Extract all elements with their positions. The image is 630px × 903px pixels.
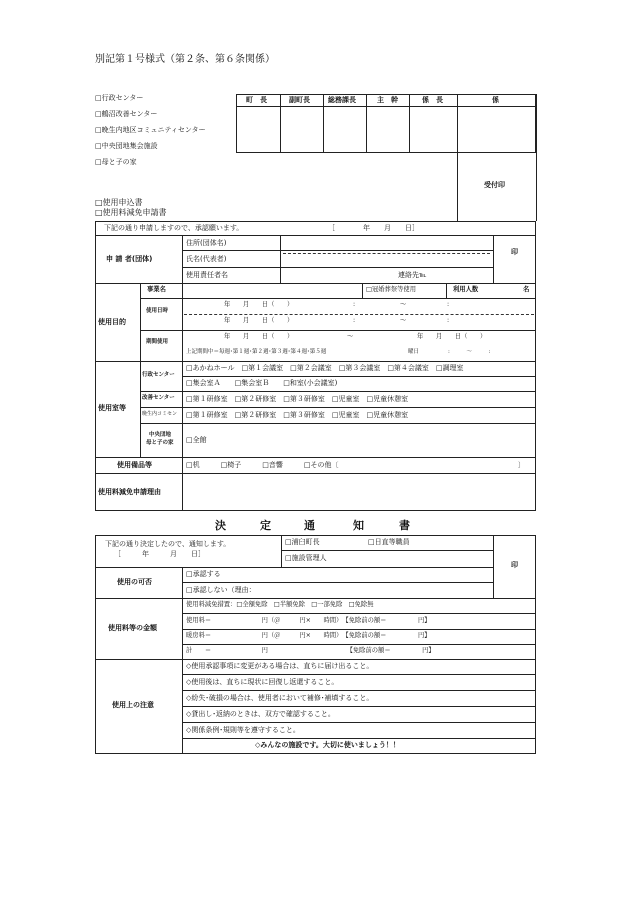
fee-exemption-measure[interactable]: 使用料減免措置：□全額免除 □半額免除 □一部免除 □免除無 [186, 601, 374, 608]
applicant-label: 申 請 者(団体) [106, 255, 153, 263]
usage-note: ◇貸出し･返納のときは、双方で確認すること。 [186, 710, 335, 718]
doc-type-exemption[interactable]: □使用料減免申請書 [95, 208, 167, 217]
gyosei-rooms-row-1[interactable]: □あかねホール □第１会議室 □第２会議室 □第３会議室 □第４会議室 □調理室 [186, 364, 464, 372]
approval-col-section-head: 係 長 [422, 96, 443, 104]
facility-option[interactable]: □鶴沼改善センター [95, 110, 158, 118]
approval-decision-label: 使用の可否 [117, 578, 152, 586]
rooms-label: 使用室等 [98, 404, 126, 412]
purpose-label: 使用目的 [98, 318, 126, 326]
period-start[interactable]: 年 月 日（ ） [224, 333, 294, 340]
equipment-options[interactable]: □机 □椅子 □音響 □その他〔 [186, 461, 339, 469]
received-stamp-label: 受付印 [484, 181, 505, 189]
decision-title-2: 定 [260, 519, 271, 532]
approval-col-mayor: 町 長 [246, 96, 267, 104]
period-end[interactable]: 年 月 日（ ） [417, 333, 487, 340]
period-time[interactable]: : 〜 : [448, 349, 491, 355]
kaizen-rooms-row[interactable]: □第１研修室 □第２研修室 □第３研修室 □児童室 □児童休憩室 [186, 395, 409, 403]
decision-title-3: 通 [304, 519, 315, 532]
responsible-person-label: 使用責任者名 [186, 271, 228, 279]
request-intro: 下記の通り申請しますので、承認願います。 [104, 224, 244, 232]
time-colon: : [447, 317, 450, 324]
datetime-label: 使用日時 [146, 308, 169, 314]
chuo-rooms-row[interactable]: □全館 [186, 436, 207, 444]
decision-date[interactable]: ［ 年 月 日］ [114, 550, 205, 558]
approval-col-chief: 主 幹 [377, 96, 398, 104]
kaizen-center-label: 改善センター [142, 395, 175, 401]
decision-duty-option[interactable]: □日直等職員 [368, 538, 410, 546]
approval-col-staff: 係 [492, 96, 499, 104]
decision-intro: 下記の通り決定したので、通知します。 [105, 540, 231, 548]
user-count-label: 利用人数 [453, 286, 479, 293]
fee-amount-label: 使用料等の金額 [108, 624, 157, 632]
request-date[interactable]: ［ 年 月 日］ [328, 224, 419, 232]
decision-title-4: 知 [353, 519, 364, 532]
osonai-rooms-row[interactable]: □第１研修室 □第２研修室 □第３研修室 □児童室 □児童休憩室 [186, 411, 409, 419]
time-colon: : [353, 317, 356, 324]
approval-col-deputy: 副町長 [289, 96, 310, 104]
doc-type-application[interactable]: □使用申込書 [95, 198, 143, 207]
period-label: 期間使用 [146, 339, 169, 345]
contact-label: 連絡先℡ [398, 271, 427, 279]
time-tilde: 〜 [400, 317, 407, 324]
time-colon: : [353, 301, 356, 308]
facility-option[interactable]: □中央団地集会施設 [95, 142, 158, 150]
period-week-note: 上記期間中＝毎週･第１週･第２週･第３週･第４週･第５週 [186, 349, 327, 355]
reject-option[interactable]: □承認しない（理由： [186, 586, 256, 594]
facility-option[interactable]: □行政センター [95, 94, 144, 102]
usage-note: ◇関係条例･規則等を遵守すること。 [186, 726, 300, 734]
user-count-unit: 名 [523, 286, 530, 293]
time-tilde: 〜 [400, 301, 407, 308]
datetime-row-1[interactable]: 年 月 日（ ） [224, 301, 294, 308]
usage-note: ◇紛失･破損の場合は、使用者において補修･補填すること。 [186, 694, 374, 702]
total-fee-row[interactable]: 計 ＝ 円 【免除前の額＝ 円】 [186, 647, 435, 654]
equipment-close-bracket: 〕 [518, 461, 525, 469]
seal-mark: 印 [511, 248, 518, 256]
osonai-center-label: 晩生内コミセン [142, 411, 178, 417]
funeral-checkbox[interactable]: □冠婚葬祭等使用 [366, 286, 417, 293]
weekday-label: 曜日 [408, 349, 420, 355]
exemption-reason-label: 使用料減免申請理由 [98, 488, 161, 496]
decision-seal-mark: 印 [511, 561, 518, 569]
event-name-label: 事業名 [147, 286, 166, 293]
chuo-label-2: 母と子の家 [146, 440, 174, 446]
datetime-row-2[interactable]: 年 月 日（ ） [224, 317, 294, 324]
decision-mayor-option[interactable]: □浦臼町長 [285, 538, 320, 546]
heating-fee-row[interactable]: 暖房料＝ 円（＠ 円× 時間） 【免除前の額＝ 円】 [186, 632, 431, 639]
usage-fee-row[interactable]: 使用料＝ 円（＠ 円× 時間） 【免除前の額＝ 円】 [186, 617, 431, 624]
usage-note: ◇使用承認事項に変更がある場合は、直ちに届け出ること。 [186, 662, 374, 670]
time-colon: : [447, 301, 450, 308]
facility-option[interactable]: □母と子の家 [95, 158, 137, 166]
name-label: 氏名(代表者) [186, 255, 227, 263]
approve-option[interactable]: □承認する [186, 570, 221, 578]
facility-option[interactable]: □晩生内地区コミュニティセンター [95, 126, 206, 134]
gyosei-rooms-row-2[interactable]: □集会室Ａ □集会室Ｂ □和室(小会議室) [186, 379, 338, 387]
period-tilde: 〜 [347, 333, 354, 340]
slogan: ◇みんなの施設です。大切に使いましょう！！ [255, 741, 400, 749]
approval-col-general-affairs: 総務課長 [328, 96, 356, 104]
usage-notes-label: 使用上の注意 [112, 701, 154, 709]
decision-title-5: 書 [399, 519, 410, 532]
chuo-label-1: 中央団地 [149, 432, 172, 438]
form-title: 別記第１号様式（第２条、第６条関係） [95, 54, 275, 65]
address-label: 住所(団体名) [186, 239, 227, 247]
equipment-label: 使用備品等 [117, 461, 152, 469]
decision-manager-option[interactable]: □施設管理人 [285, 554, 327, 562]
decision-title-1: 決 [215, 519, 226, 532]
usage-note: ◇使用後は、直ちに現状に回復し返還すること。 [186, 678, 339, 686]
gyosei-center-label: 行政センター [142, 372, 175, 378]
